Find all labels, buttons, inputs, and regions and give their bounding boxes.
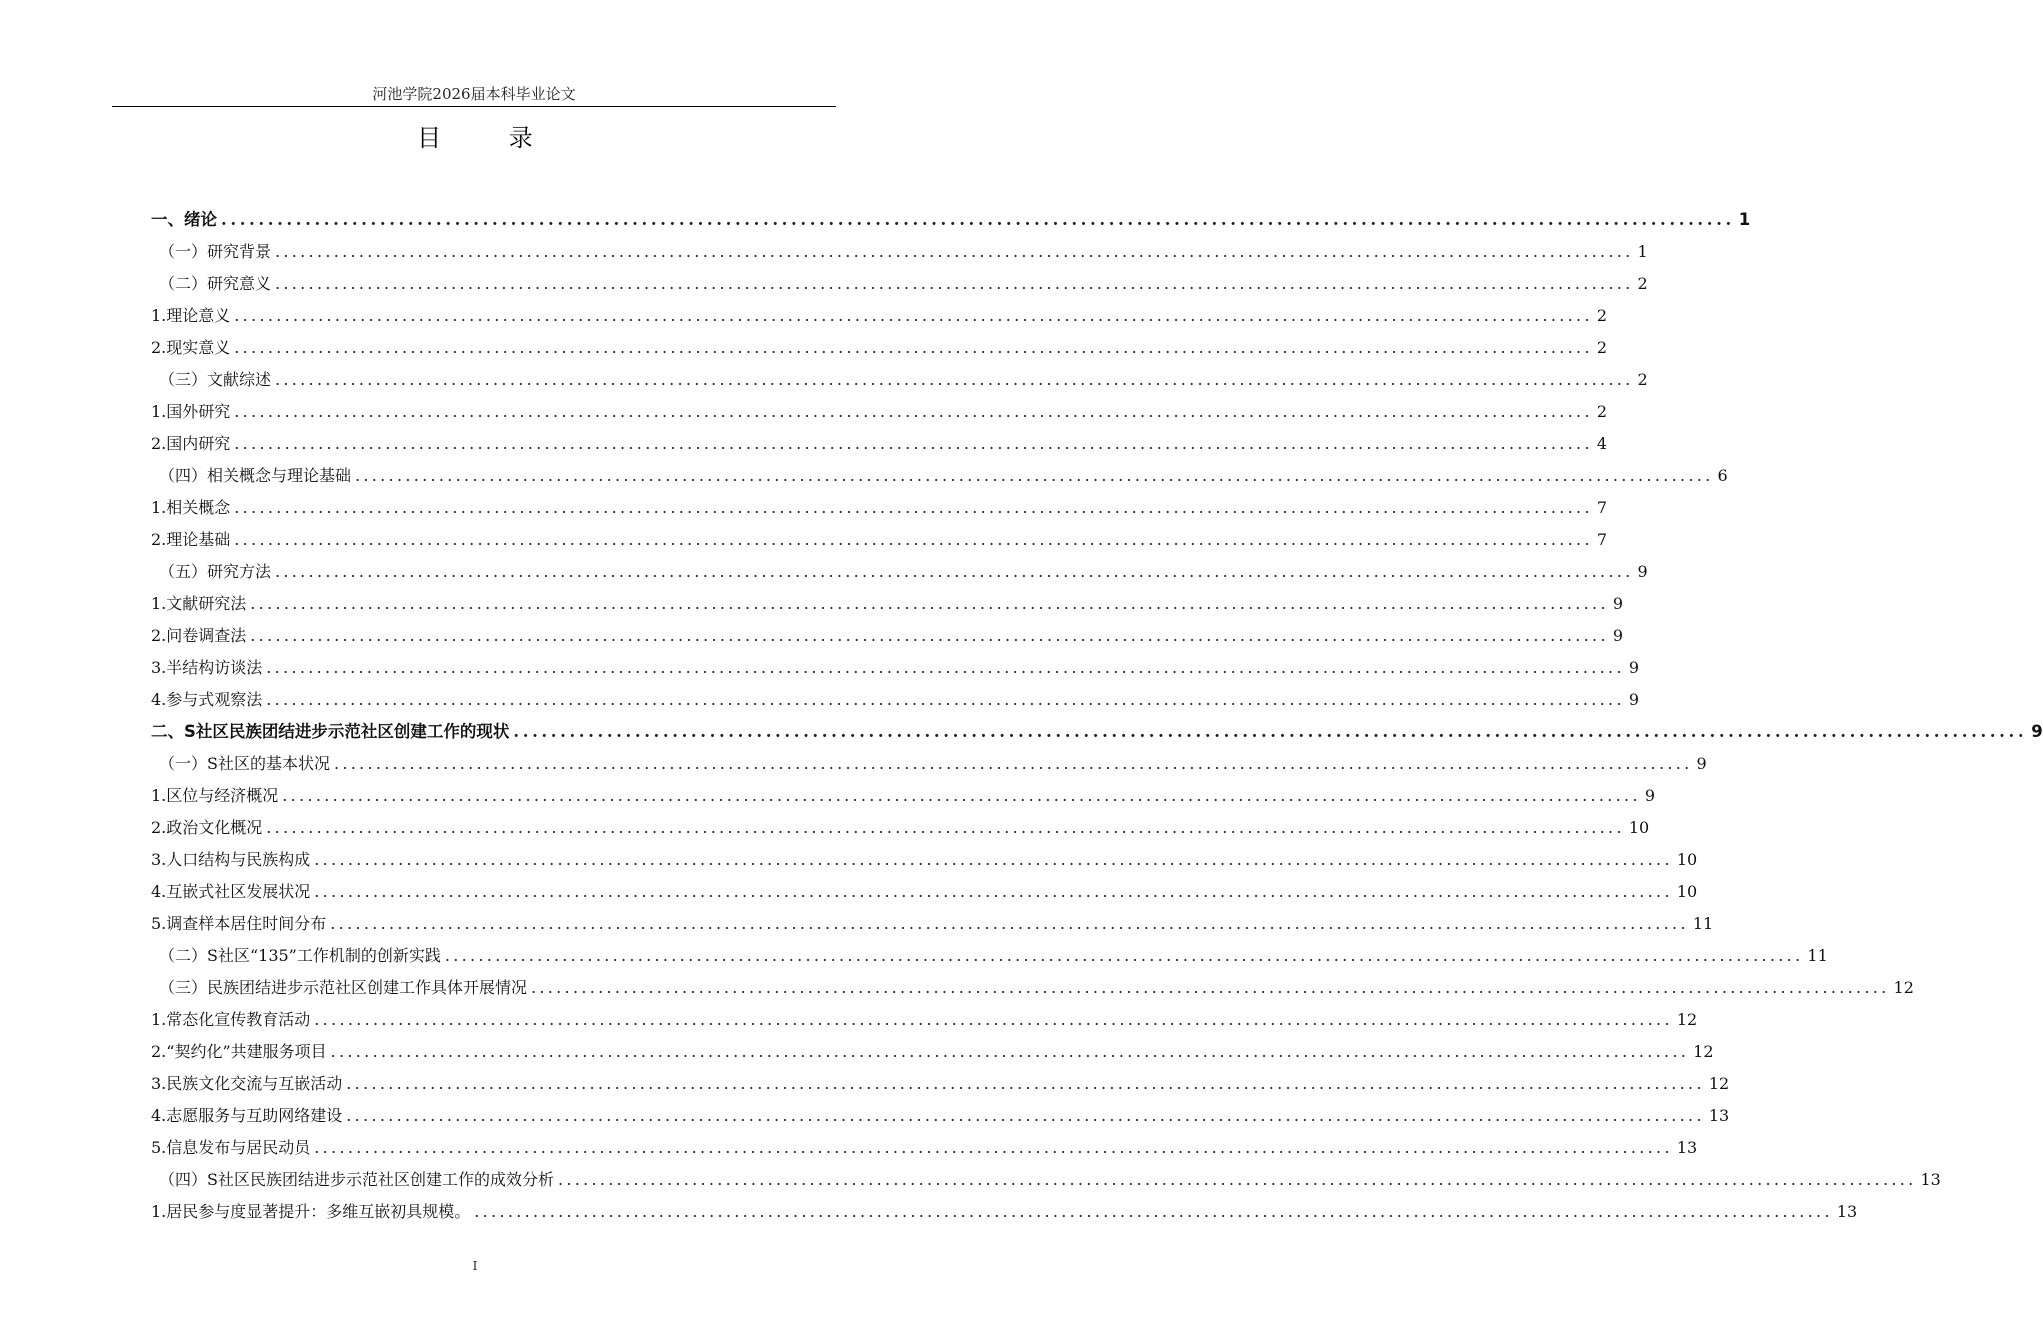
toc-entry-page: 2 [1596, 338, 1607, 357]
toc-entry-page: 2 [1596, 306, 1607, 325]
toc-entry-label: 4.互嵌式社区发展状况 [151, 882, 311, 901]
toc-entry[interactable] [151, 1196, 1858, 1228]
toc-dot-leader: .................................................................................................................................................................. [234, 402, 1593, 421]
toc-entry-label: （三）民族团结进步示范社区创建工作具体开展情况 [159, 978, 528, 997]
toc-entry-label: （一）研究背景 [159, 242, 272, 261]
toc-entry-label: （二）研究意义 [159, 274, 272, 293]
toc-entry-label: 1.理论意义 [151, 306, 231, 325]
toc-entry[interactable] [151, 812, 1650, 844]
toc-dot-leader: .................................................................................................................................................................. [557, 1170, 1917, 1189]
toc-entry-page: 12 [1708, 1074, 1730, 1093]
toc-entry-label: 1.居民参与度显著提升：多维互嵌初具规模。 [151, 1202, 471, 1221]
toc-dot-leader: .................................................................................................................................................................. [330, 914, 1689, 933]
toc-entry-label: （四）S社区民族团结进步示范社区创建工作的成效分析 [159, 1170, 554, 1189]
toc-dot-leader: .................................................................................................................................................................. [234, 338, 1593, 357]
toc-dot-leader: .................................................................................................................................................................. [275, 370, 1634, 389]
toc-entry-label: （五）研究方法 [159, 562, 272, 581]
toc-dot-leader: .................................................................................................................................................................. [346, 1106, 1705, 1125]
toc-entry[interactable] [151, 1132, 1698, 1164]
toc-dot-leader: .................................................................................................................................................................. [314, 882, 1673, 901]
toc-entry-page: 9 [1612, 626, 1623, 645]
toc-entry-label: 1.区位与经济概况 [151, 786, 279, 805]
toc-dot-leader: .................................................................................................................................................................. [234, 530, 1593, 549]
toc-entry[interactable] [151, 460, 1728, 492]
toc-entry[interactable] [151, 524, 1607, 556]
toc-entry-page: 4 [1596, 434, 1607, 453]
toc-entry[interactable] [151, 300, 1607, 332]
toc-entry[interactable] [151, 1068, 1730, 1100]
toc-entry[interactable] [151, 780, 1655, 812]
toc-entry[interactable] [151, 1164, 1941, 1196]
toc-entry-page: 9 [1644, 786, 1655, 805]
toc-dot-leader: .................................................................................................................................................................. [314, 1138, 1673, 1157]
toc-dot-leader: .................................................................................................................................................................. [275, 562, 1634, 581]
toc-entry[interactable] [151, 748, 1707, 780]
toc-entry[interactable] [151, 972, 1914, 1004]
toc-entry-page: 10 [1676, 882, 1698, 901]
toc-entry[interactable] [151, 332, 1607, 364]
toc-entry-page: 13 [1676, 1138, 1698, 1157]
toc-entry-page: 9 [1628, 690, 1639, 709]
toc-title: 目 录 [417, 124, 563, 152]
toc-dot-leader: .................................................................................................................................................................. [250, 626, 1609, 645]
toc-entry[interactable] [151, 684, 1639, 716]
toc-entry-page: 9 [2031, 722, 2043, 741]
toc-list [151, 204, 2043, 1228]
toc-dot-leader: .................................................................................................................................................................. [234, 498, 1593, 517]
toc-entry-label: 1.常态化宣传教育活动 [151, 1010, 311, 1029]
toc-entry-page: 13 [1708, 1106, 1730, 1125]
toc-entry-page: 10 [1628, 818, 1650, 837]
toc-entry-label: 2.“契约化”共建服务项目 [151, 1042, 327, 1061]
toc-entry-label: 2.政治文化概况 [151, 818, 263, 837]
toc-entry[interactable] [151, 364, 1648, 396]
toc-entry-label: 二、S社区民族团结进步示范社区创建工作的现状 [151, 722, 510, 741]
toc-entry-label: 一、绪论 [151, 210, 217, 229]
toc-entry-label: 2.国内研究 [151, 434, 231, 453]
toc-entry-label: 5.信息发布与居民动员 [151, 1138, 311, 1157]
toc-entry-page: 12 [1676, 1010, 1698, 1029]
toc-dot-leader: .................................................................................................................................................................. [275, 242, 1634, 261]
toc-entry-page: 10 [1676, 850, 1698, 869]
footer-page-number: I [472, 1259, 478, 1273]
toc-entry-page: 2 [1637, 370, 1648, 389]
toc-entry-label: 2.理论基础 [151, 530, 231, 549]
toc-entry[interactable] [151, 236, 1648, 268]
toc-entry-label: 2.问卷调查法 [151, 626, 247, 645]
toc-entry-page: 1 [1738, 210, 1751, 229]
toc-entry-label: 3.民族文化交流与互嵌活动 [151, 1074, 343, 1093]
toc-dot-leader: .................................................................................................................................................................. [355, 466, 1714, 485]
toc-entry[interactable] [151, 396, 1607, 428]
toc-entry-label: （一）S社区的基本状况 [159, 754, 330, 773]
toc-entry[interactable] [151, 556, 1648, 588]
toc-dot-leader: .................................................................................................................................................................. [531, 978, 1890, 997]
toc-entry[interactable] [151, 652, 1639, 684]
toc-entry-page: 12 [1893, 978, 1914, 997]
toc-entry[interactable] [151, 204, 1751, 236]
toc-dot-leader: .................................................................................................................................................................. [250, 594, 1609, 613]
toc-dot-leader: .................................................................................................................................................................. [234, 434, 1593, 453]
toc-dot-leader: .................................................................................................................................................................. [275, 274, 1634, 293]
toc-entry-label: （四）相关概念与理论基础 [159, 466, 352, 485]
toc-entry-page: 9 [1637, 562, 1648, 581]
toc-entry-label: 4.参与式观察法 [151, 690, 263, 709]
toc-entry-label: 1.国外研究 [151, 402, 231, 421]
toc-entry-page: 12 [1693, 1042, 1714, 1061]
toc-entry-label: 3.半结构访谈法 [151, 658, 263, 677]
toc-dot-leader: .................................................................................................................................................................. [282, 786, 1641, 805]
toc-entry-page: 7 [1596, 498, 1607, 517]
toc-entry[interactable] [151, 428, 1607, 460]
toc-entry-page: 9 [1628, 658, 1639, 677]
toc-entry-label: 5.调查样本居住时间分布 [151, 914, 327, 933]
toc-entry[interactable] [151, 492, 1607, 524]
toc-entry[interactable] [151, 268, 1648, 300]
header-rule [112, 106, 836, 107]
toc-entry-page: 2 [1596, 402, 1607, 421]
toc-dot-leader: .................................................................................................................................................................. [474, 1202, 1833, 1221]
toc-entry-page: 2 [1637, 274, 1648, 293]
toc-entry[interactable] [151, 716, 2043, 748]
toc-dot-leader: .................................................................................................................................................................. [314, 1010, 1673, 1029]
toc-entry-label: 2.现实意义 [151, 338, 231, 357]
toc-entry[interactable] [151, 908, 1714, 940]
toc-entry[interactable] [151, 588, 1623, 620]
toc-entry[interactable] [151, 1004, 1698, 1036]
toc-dot-leader: .................................................................................................................................................................. [266, 658, 1625, 677]
toc-entry-label: 1.文献研究法 [151, 594, 247, 613]
toc-dot-leader: .................................................................................................................................................................. [444, 946, 1804, 965]
toc-dot-leader: .................................................................................................................................................................. [513, 722, 2028, 741]
toc-dot-leader: .................................................................................................................................................................. [234, 306, 1593, 325]
toc-entry-page: 9 [1696, 754, 1707, 773]
toc-entry[interactable] [151, 1100, 1730, 1132]
toc-entry-page: 1 [1637, 242, 1648, 261]
toc-entry-page: 9 [1612, 594, 1623, 613]
toc-entry[interactable] [151, 844, 1698, 876]
toc-dot-leader: .................................................................................................................................................................. [346, 1074, 1705, 1093]
toc-entry-page: 11 [1807, 946, 1828, 965]
toc-entry[interactable] [151, 876, 1698, 908]
toc-entry-label: 3.人口结构与民族构成 [151, 850, 311, 869]
toc-dot-leader: .................................................................................................................................................................. [330, 1042, 1690, 1061]
toc-dot-leader: .................................................................................................................................................................. [266, 690, 1625, 709]
toc-entry-label: 1.相关概念 [151, 498, 231, 517]
toc-entry-page: 11 [1692, 914, 1714, 933]
toc-dot-leader: .................................................................................................................................................................. [314, 850, 1673, 869]
toc-entry[interactable] [151, 1036, 1714, 1068]
toc-dot-leader: .................................................................................................................................................................. [333, 754, 1693, 773]
toc-entry-label: （二）S社区“135”工作机制的创新实践 [159, 946, 441, 965]
toc-dot-leader: .................................................................................................................................................................. [266, 818, 1625, 837]
running-header: 河池学院2026届本科毕业论文 [372, 85, 576, 103]
toc-entry-label: （三）文献综述 [159, 370, 272, 389]
toc-entry-label: 4.志愿服务与互助网络建设 [151, 1106, 343, 1125]
toc-dot-leader: .................................................................................................................................................................. [221, 210, 1735, 229]
toc-entry-page: 6 [1717, 466, 1728, 485]
toc-entry[interactable] [151, 940, 1828, 972]
toc-entry-page: 13 [1920, 1170, 1941, 1189]
toc-entry-page: 13 [1836, 1202, 1858, 1221]
toc-entry[interactable] [151, 620, 1623, 652]
toc-entry-page: 7 [1596, 530, 1607, 549]
